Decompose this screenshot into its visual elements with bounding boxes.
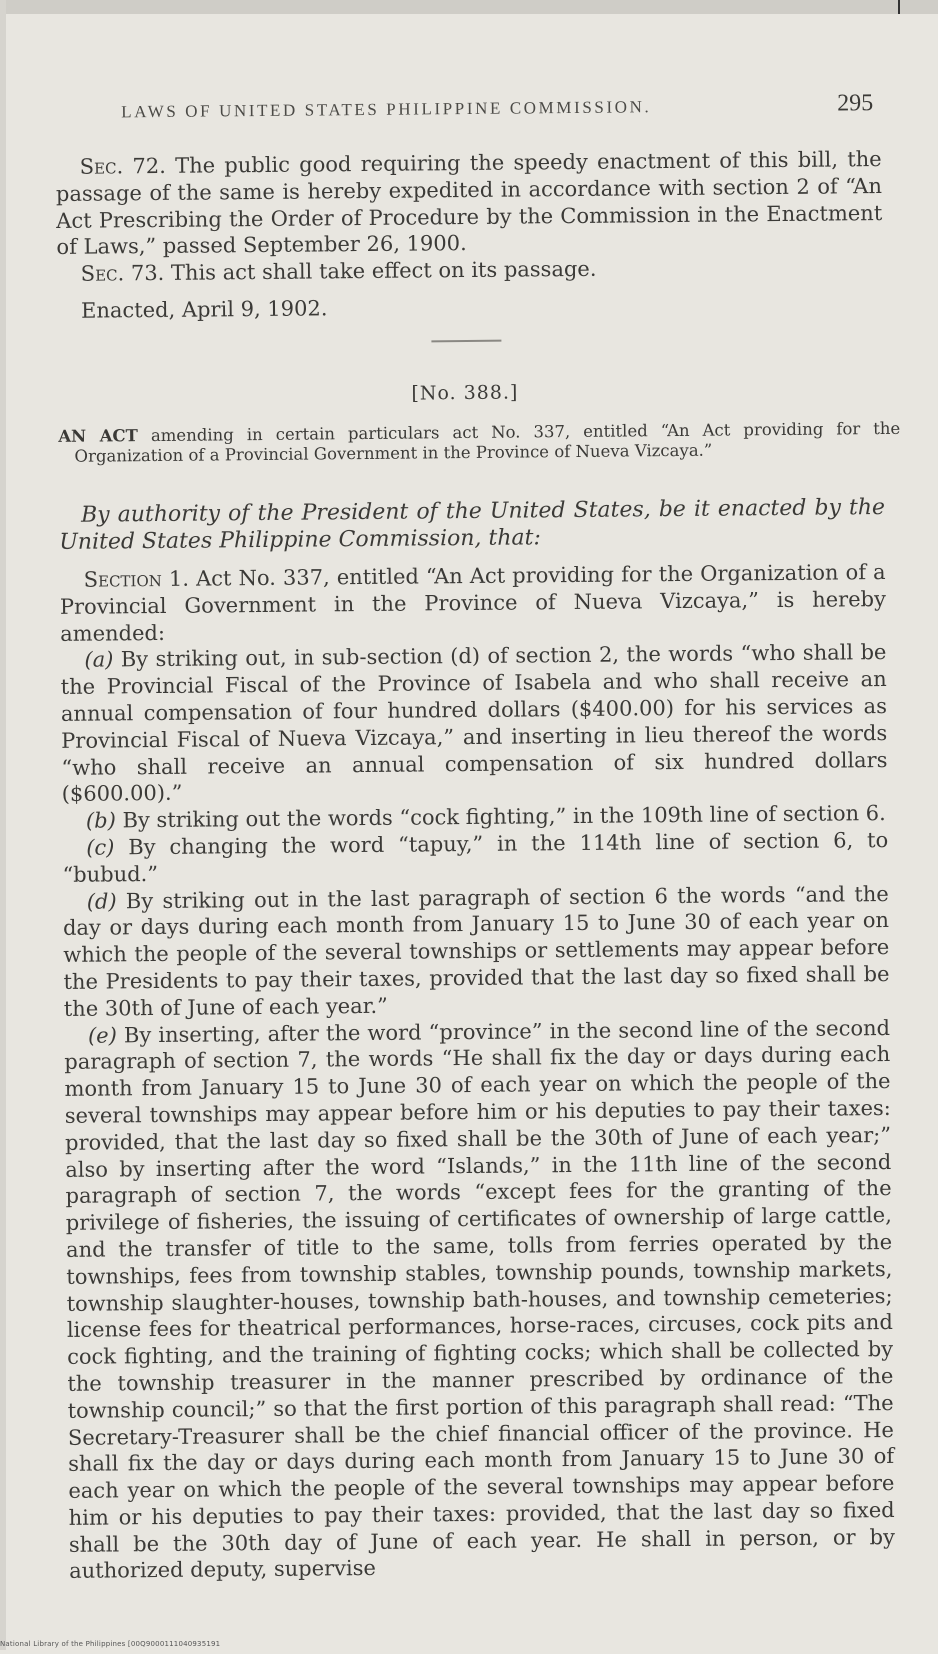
enacting-clause: By authority of the President of the United States, be it enacted by the United States Philippine Commission, that: [59, 495, 886, 555]
section-1-text: Act No. 337, entitled “An Act providing for the Organization of a Provincial Government in the Province of Nueva Vizcaya,” is hereby amended: [59, 559, 887, 646]
section-72 [56, 146, 883, 261]
clause-b-text: By striking out the words “cock fighting,” in the 109th line of section 6. [122, 801, 886, 833]
section-72-text: The public good requiring the speedy enactment of this bill, the passage of the same is hereby expedited in accordance with section 2 of “An Act Prescribing the Order of Procedure by the Commission in the Enactment of Laws,” passed September 26, 1900. [55, 147, 883, 260]
clause-c-label: (c) [86, 835, 115, 860]
enacted-date: Enacted, April 9, 1902. [80, 296, 328, 323]
section-1-intro [60, 559, 887, 647]
clause-b-label: (b) [85, 808, 116, 833]
act-title-text: amending in certain particulars act No. 337, entitled “An Act providing for the Organization of a Provincial Government in the Province of Nueva Vizcaya.” [74, 418, 901, 466]
clause-e [64, 1015, 895, 1586]
clause-e-text: By inserting, after the word “province” in the second line of the second paragraph of section 7, the words “He shall fix the day or days during each month from January 15 to June 30 of each year on which the people of the several townships may appear before him or his deputies to pay their taxes: provided, that the last day so fixed shall be the 30th of June of each year;” also by inserting after the word “Islands,” in the 11th line of the second paragraph of section 7, the words “except fees for the granting of the privilege of fisheries, the issuing of certificates of ownership of large cattle, and the transfer of title to the same, tolls from ferries operated by the townships, fees from township stables, township pounds, township markets, township slaughter-houses, township bath-houses, and township cemeteries; license fees for theatrical performances, horse-races, circuses, cock pits and cock fighting, and the training of fighting cocks; which shall be collected by the township treasurer in the manner prescribed by ordinance of the township council;” so that the first portion of this paragraph shall read: “The Secretary-Treasurer shall be the chief financial officer of the province. He shall fix the day or days during each month from January 15 to June 30 of each year on which the people of the several townships may appear before him or his deputies to pay their taxes: provided, that the last day so fixed shall be the 30th day of June of each year. He shall in person, or by authorized deputy, supervise [64, 1015, 896, 1584]
section-73-label: Sec. 73. [80, 261, 165, 286]
clause-c-text: By changing the word “tapuy,” in the 114th line of section 6, to “bubud.” [62, 827, 889, 887]
clause-a-label: (a) [84, 647, 114, 673]
page-number: 295 [837, 90, 874, 117]
clause-e-label: (e) [87, 1022, 117, 1048]
clause-d-label: (d) [86, 888, 117, 914]
prior-act-sections [56, 146, 883, 288]
act-number: [No. 388.] [411, 381, 519, 405]
section-divider-rule [431, 340, 501, 343]
section-1 [60, 559, 896, 1585]
section-73-text: This act shall take effect on its passage. [170, 256, 597, 286]
running-title: LAWS OF UNITED STATES PHILIPPINE COMMISSION. [121, 97, 652, 122]
act-title-lead: AN ACT [58, 426, 138, 446]
clause-d [63, 881, 890, 1023]
clause-c [62, 827, 888, 889]
running-head [113, 90, 883, 131]
clause-a-text: By striking out, in sub-section (d) of section 2, the words “who shall be the Provincial Fiscal of the Province of Isabela and who shall receive an annual compensation of four hundred dollars ($400.00) for his services as Provincial Fiscal of Nueva Vizcaya,” and inserting in lieu thereof the words “who shall receive an annual compensation of six hundred dollars ($600.00).” [60, 640, 888, 807]
clause-a [60, 639, 888, 808]
clause-d-text: By striking out in the last paragraph of section 6 the words “and the day or days during each month from January 15 to June 30 of each year on which the people of the several townships or settlements may appear before the Presidents to pay their taxes, provided that the last day so fixed shall be the 30th of June of each year.” [62, 881, 890, 1021]
section-72-label: Sec. 72. [79, 153, 166, 179]
act-title [58, 419, 900, 467]
section-1-label: Section 1. [83, 566, 190, 592]
scan-credit: National Library of the Philippines [00Q9000111040935191 [0, 1640, 221, 1648]
